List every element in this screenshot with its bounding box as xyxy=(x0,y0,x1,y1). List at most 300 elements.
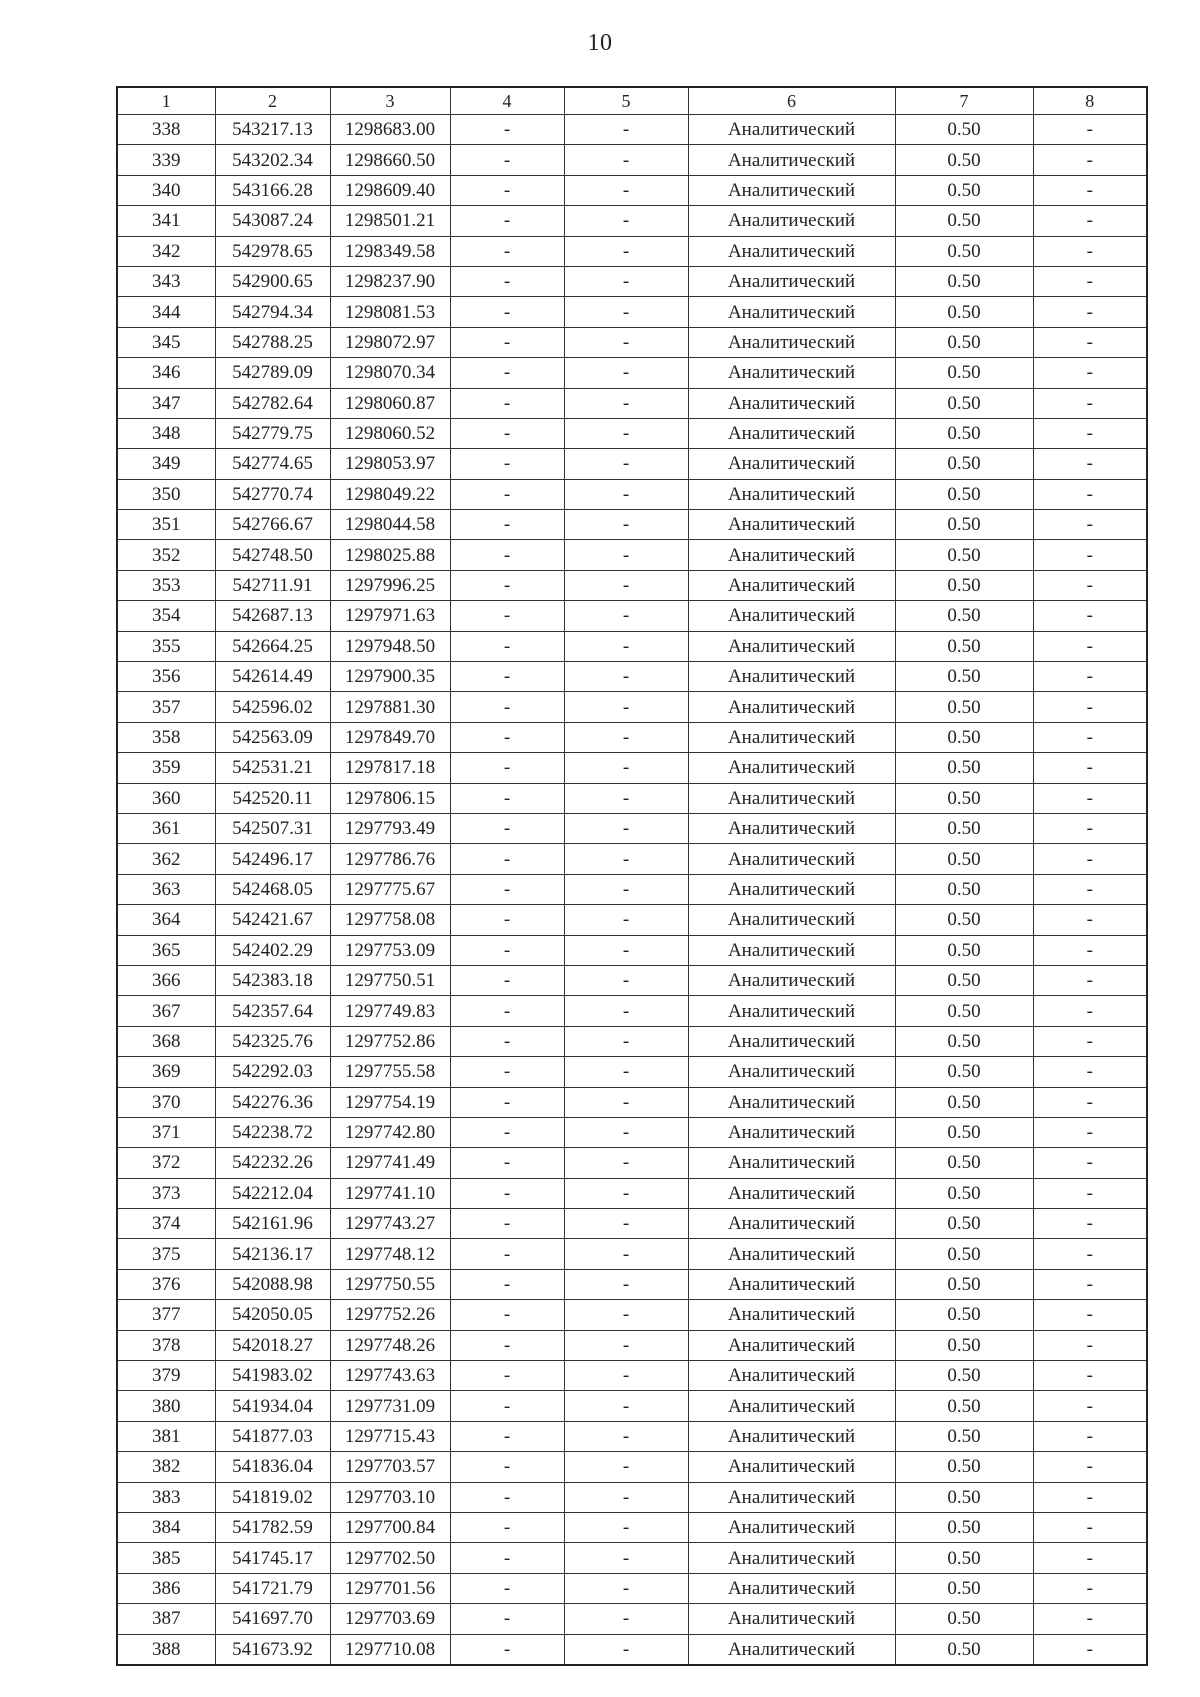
col5-cell: - xyxy=(564,1148,688,1178)
method-cell: Аналитический xyxy=(688,145,895,175)
column-header-5: 5 xyxy=(564,87,688,115)
method-cell: Аналитический xyxy=(688,570,895,600)
method-cell: Аналитический xyxy=(688,601,895,631)
y-coordinate-cell: 1298060.52 xyxy=(330,418,450,448)
col5-cell: - xyxy=(564,1057,688,1087)
method-cell: Аналитический xyxy=(688,115,895,145)
col4-cell: - xyxy=(450,297,564,327)
col5-cell: - xyxy=(564,1573,688,1603)
accuracy-cell: 0.50 xyxy=(895,358,1033,388)
table-row xyxy=(117,631,1147,661)
y-coordinate-cell: 1297701.56 xyxy=(330,1573,450,1603)
table-row xyxy=(117,753,1147,783)
col8-cell: - xyxy=(1033,662,1147,692)
col8-cell: - xyxy=(1033,722,1147,752)
col4-cell: - xyxy=(450,327,564,357)
col4-cell: - xyxy=(450,388,564,418)
col5-cell: - xyxy=(564,1421,688,1451)
col5-cell: - xyxy=(564,1209,688,1239)
x-coordinate-cell: 542421.67 xyxy=(215,905,330,935)
table-row xyxy=(117,145,1147,175)
method-cell: Аналитический xyxy=(688,510,895,540)
column-header-2: 2 xyxy=(215,87,330,115)
col5-cell: - xyxy=(564,601,688,631)
col4-cell: - xyxy=(450,418,564,448)
accuracy-cell: 0.50 xyxy=(895,236,1033,266)
x-coordinate-cell: 542531.21 xyxy=(215,753,330,783)
table-row xyxy=(117,1421,1147,1451)
table-row xyxy=(117,236,1147,266)
method-cell: Аналитический xyxy=(688,753,895,783)
x-coordinate-cell: 542774.65 xyxy=(215,449,330,479)
col8-cell: - xyxy=(1033,601,1147,631)
col8-cell: - xyxy=(1033,844,1147,874)
table-row xyxy=(117,1512,1147,1542)
col5-cell: - xyxy=(564,1512,688,1542)
x-coordinate-cell: 542212.04 xyxy=(215,1178,330,1208)
col5-cell: - xyxy=(564,692,688,722)
table-row xyxy=(117,1209,1147,1239)
table-row xyxy=(117,510,1147,540)
col8-cell: - xyxy=(1033,631,1147,661)
accuracy-cell: 0.50 xyxy=(895,783,1033,813)
table-row xyxy=(117,783,1147,813)
method-cell: Аналитический xyxy=(688,540,895,570)
col5-cell: - xyxy=(564,965,688,995)
point-number-cell: 355 xyxy=(117,631,215,661)
accuracy-cell: 0.50 xyxy=(895,1452,1033,1482)
accuracy-cell: 0.50 xyxy=(895,145,1033,175)
y-coordinate-cell: 1297703.57 xyxy=(330,1452,450,1482)
x-coordinate-cell: 542496.17 xyxy=(215,844,330,874)
col5-cell: - xyxy=(564,1330,688,1360)
col4-cell: - xyxy=(450,145,564,175)
method-cell: Аналитический xyxy=(688,1057,895,1087)
accuracy-cell: 0.50 xyxy=(895,662,1033,692)
table-row xyxy=(117,1239,1147,1269)
col5-cell: - xyxy=(564,236,688,266)
y-coordinate-cell: 1297750.51 xyxy=(330,965,450,995)
point-number-cell: 375 xyxy=(117,1239,215,1269)
point-number-cell: 373 xyxy=(117,1178,215,1208)
x-coordinate-cell: 542779.75 xyxy=(215,418,330,448)
y-coordinate-cell: 1297900.35 xyxy=(330,662,450,692)
point-number-cell: 341 xyxy=(117,206,215,236)
point-number-cell: 349 xyxy=(117,449,215,479)
table-row xyxy=(117,1117,1147,1147)
method-cell: Аналитический xyxy=(688,1300,895,1330)
col8-cell: - xyxy=(1033,1391,1147,1421)
col8-cell: - xyxy=(1033,1604,1147,1634)
point-number-cell: 354 xyxy=(117,601,215,631)
x-coordinate-cell: 542018.27 xyxy=(215,1330,330,1360)
col5-cell: - xyxy=(564,905,688,935)
accuracy-cell: 0.50 xyxy=(895,813,1033,843)
accuracy-cell: 0.50 xyxy=(895,1604,1033,1634)
point-number-cell: 346 xyxy=(117,358,215,388)
accuracy-cell: 0.50 xyxy=(895,1482,1033,1512)
column-header-3: 3 xyxy=(330,87,450,115)
x-coordinate-cell: 541745.17 xyxy=(215,1543,330,1573)
point-number-cell: 376 xyxy=(117,1269,215,1299)
accuracy-cell: 0.50 xyxy=(895,1269,1033,1299)
col4-cell: - xyxy=(450,1117,564,1147)
col4-cell: - xyxy=(450,1573,564,1603)
method-cell: Аналитический xyxy=(688,692,895,722)
accuracy-cell: 0.50 xyxy=(895,479,1033,509)
col4-cell: - xyxy=(450,175,564,205)
x-coordinate-cell: 541934.04 xyxy=(215,1391,330,1421)
col4-cell: - xyxy=(450,1269,564,1299)
y-coordinate-cell: 1298060.87 xyxy=(330,388,450,418)
point-number-cell: 377 xyxy=(117,1300,215,1330)
accuracy-cell: 0.50 xyxy=(895,1178,1033,1208)
table-row xyxy=(117,1178,1147,1208)
column-header-6: 6 xyxy=(688,87,895,115)
col5-cell: - xyxy=(564,540,688,570)
col8-cell: - xyxy=(1033,388,1147,418)
method-cell: Аналитический xyxy=(688,844,895,874)
y-coordinate-cell: 1297849.70 xyxy=(330,722,450,752)
col4-cell: - xyxy=(450,1634,564,1665)
y-coordinate-cell: 1297748.26 xyxy=(330,1330,450,1360)
col5-cell: - xyxy=(564,1087,688,1117)
table-row xyxy=(117,1543,1147,1573)
col8-cell: - xyxy=(1033,418,1147,448)
col4-cell: - xyxy=(450,1482,564,1512)
col4-cell: - xyxy=(450,965,564,995)
y-coordinate-cell: 1297702.50 xyxy=(330,1543,450,1573)
column-header-7: 7 xyxy=(895,87,1033,115)
point-number-cell: 352 xyxy=(117,540,215,570)
y-coordinate-cell: 1298053.97 xyxy=(330,449,450,479)
table-row xyxy=(117,935,1147,965)
method-cell: Аналитический xyxy=(688,1452,895,1482)
accuracy-cell: 0.50 xyxy=(895,327,1033,357)
y-coordinate-cell: 1297710.08 xyxy=(330,1634,450,1665)
x-coordinate-cell: 542520.11 xyxy=(215,783,330,813)
col8-cell: - xyxy=(1033,510,1147,540)
col5-cell: - xyxy=(564,1117,688,1147)
col4-cell: - xyxy=(450,1604,564,1634)
method-cell: Аналитический xyxy=(688,1239,895,1269)
x-coordinate-cell: 542136.17 xyxy=(215,1239,330,1269)
accuracy-cell: 0.50 xyxy=(895,1634,1033,1665)
col4-cell: - xyxy=(450,1452,564,1482)
col5-cell: - xyxy=(564,1239,688,1269)
table-row xyxy=(117,570,1147,600)
accuracy-cell: 0.50 xyxy=(895,175,1033,205)
accuracy-cell: 0.50 xyxy=(895,996,1033,1026)
col4-cell: - xyxy=(450,1543,564,1573)
y-coordinate-cell: 1297750.55 xyxy=(330,1269,450,1299)
accuracy-cell: 0.50 xyxy=(895,1209,1033,1239)
point-number-cell: 357 xyxy=(117,692,215,722)
point-number-cell: 342 xyxy=(117,236,215,266)
point-number-cell: 388 xyxy=(117,1634,215,1665)
col8-cell: - xyxy=(1033,996,1147,1026)
col4-cell: - xyxy=(450,905,564,935)
col5-cell: - xyxy=(564,206,688,236)
x-coordinate-cell: 542614.49 xyxy=(215,662,330,692)
x-coordinate-cell: 543202.34 xyxy=(215,145,330,175)
y-coordinate-cell: 1297743.27 xyxy=(330,1209,450,1239)
col4-cell: - xyxy=(450,662,564,692)
col5-cell: - xyxy=(564,115,688,145)
x-coordinate-cell: 542232.26 xyxy=(215,1148,330,1178)
x-coordinate-cell: 541877.03 xyxy=(215,1421,330,1451)
method-cell: Аналитический xyxy=(688,783,895,813)
point-number-cell: 371 xyxy=(117,1117,215,1147)
col5-cell: - xyxy=(564,1482,688,1512)
col8-cell: - xyxy=(1033,753,1147,783)
col4-cell: - xyxy=(450,510,564,540)
method-cell: Аналитический xyxy=(688,1543,895,1573)
x-coordinate-cell: 541819.02 xyxy=(215,1482,330,1512)
col5-cell: - xyxy=(564,1543,688,1573)
col4-cell: - xyxy=(450,1209,564,1239)
col4-cell: - xyxy=(450,1057,564,1087)
col4-cell: - xyxy=(450,1512,564,1542)
x-coordinate-cell: 542789.09 xyxy=(215,358,330,388)
accuracy-cell: 0.50 xyxy=(895,510,1033,540)
accuracy-cell: 0.50 xyxy=(895,1057,1033,1087)
col8-cell: - xyxy=(1033,965,1147,995)
col8-cell: - xyxy=(1033,145,1147,175)
point-number-cell: 386 xyxy=(117,1573,215,1603)
point-number-cell: 378 xyxy=(117,1330,215,1360)
col5-cell: - xyxy=(564,388,688,418)
point-number-cell: 347 xyxy=(117,388,215,418)
point-number-cell: 353 xyxy=(117,570,215,600)
point-number-cell: 383 xyxy=(117,1482,215,1512)
point-number-cell: 387 xyxy=(117,1604,215,1634)
accuracy-cell: 0.50 xyxy=(895,965,1033,995)
x-coordinate-cell: 542563.09 xyxy=(215,722,330,752)
table-row xyxy=(117,479,1147,509)
x-coordinate-cell: 542770.74 xyxy=(215,479,330,509)
y-coordinate-cell: 1298237.90 xyxy=(330,266,450,296)
y-coordinate-cell: 1297731.09 xyxy=(330,1391,450,1421)
col8-cell: - xyxy=(1033,1330,1147,1360)
y-coordinate-cell: 1297703.10 xyxy=(330,1482,450,1512)
method-cell: Аналитический xyxy=(688,449,895,479)
method-cell: Аналитический xyxy=(688,1573,895,1603)
col4-cell: - xyxy=(450,601,564,631)
point-number-cell: 345 xyxy=(117,327,215,357)
accuracy-cell: 0.50 xyxy=(895,1300,1033,1330)
column-header-8: 8 xyxy=(1033,87,1147,115)
col8-cell: - xyxy=(1033,1543,1147,1573)
col4-cell: - xyxy=(450,722,564,752)
point-number-cell: 358 xyxy=(117,722,215,752)
method-cell: Аналитический xyxy=(688,1421,895,1451)
method-cell: Аналитический xyxy=(688,965,895,995)
col8-cell: - xyxy=(1033,266,1147,296)
table-row xyxy=(117,358,1147,388)
col4-cell: - xyxy=(450,1300,564,1330)
col5-cell: - xyxy=(564,753,688,783)
x-coordinate-cell: 542383.18 xyxy=(215,965,330,995)
col5-cell: - xyxy=(564,1604,688,1634)
table-row xyxy=(117,1300,1147,1330)
accuracy-cell: 0.50 xyxy=(895,1330,1033,1360)
col4-cell: - xyxy=(450,1239,564,1269)
col8-cell: - xyxy=(1033,1026,1147,1056)
col5-cell: - xyxy=(564,145,688,175)
col4-cell: - xyxy=(450,479,564,509)
col4-cell: - xyxy=(450,1087,564,1117)
col5-cell: - xyxy=(564,479,688,509)
col4-cell: - xyxy=(450,540,564,570)
col4-cell: - xyxy=(450,844,564,874)
y-coordinate-cell: 1297817.18 xyxy=(330,753,450,783)
table-row xyxy=(117,1026,1147,1056)
col4-cell: - xyxy=(450,358,564,388)
point-number-cell: 361 xyxy=(117,813,215,843)
y-coordinate-cell: 1298501.21 xyxy=(330,206,450,236)
table-row xyxy=(117,874,1147,904)
point-number-cell: 351 xyxy=(117,510,215,540)
y-coordinate-cell: 1297948.50 xyxy=(330,631,450,661)
method-cell: Аналитический xyxy=(688,1148,895,1178)
col5-cell: - xyxy=(564,1452,688,1482)
point-number-cell: 372 xyxy=(117,1148,215,1178)
method-cell: Аналитический xyxy=(688,236,895,266)
col8-cell: - xyxy=(1033,1482,1147,1512)
method-cell: Аналитический xyxy=(688,327,895,357)
col5-cell: - xyxy=(564,874,688,904)
col4-cell: - xyxy=(450,783,564,813)
x-coordinate-cell: 542596.02 xyxy=(215,692,330,722)
col5-cell: - xyxy=(564,449,688,479)
accuracy-cell: 0.50 xyxy=(895,1239,1033,1269)
col4-cell: - xyxy=(450,266,564,296)
y-coordinate-cell: 1297786.76 xyxy=(330,844,450,874)
point-number-cell: 364 xyxy=(117,905,215,935)
col4-cell: - xyxy=(450,1391,564,1421)
point-number-cell: 350 xyxy=(117,479,215,509)
method-cell: Аналитический xyxy=(688,1482,895,1512)
accuracy-cell: 0.50 xyxy=(895,115,1033,145)
col8-cell: - xyxy=(1033,1452,1147,1482)
col4-cell: - xyxy=(450,996,564,1026)
y-coordinate-cell: 1297881.30 xyxy=(330,692,450,722)
col5-cell: - xyxy=(564,570,688,600)
method-cell: Аналитический xyxy=(688,1026,895,1056)
col5-cell: - xyxy=(564,1269,688,1299)
table-row xyxy=(117,1087,1147,1117)
method-cell: Аналитический xyxy=(688,813,895,843)
x-coordinate-cell: 542664.25 xyxy=(215,631,330,661)
accuracy-cell: 0.50 xyxy=(895,1543,1033,1573)
method-cell: Аналитический xyxy=(688,1209,895,1239)
accuracy-cell: 0.50 xyxy=(895,297,1033,327)
point-number-cell: 348 xyxy=(117,418,215,448)
col8-cell: - xyxy=(1033,1178,1147,1208)
accuracy-cell: 0.50 xyxy=(895,905,1033,935)
col4-cell: - xyxy=(450,206,564,236)
y-coordinate-cell: 1297755.58 xyxy=(330,1057,450,1087)
table-row xyxy=(117,1057,1147,1087)
accuracy-cell: 0.50 xyxy=(895,753,1033,783)
y-coordinate-cell: 1297741.10 xyxy=(330,1178,450,1208)
y-coordinate-cell: 1297758.08 xyxy=(330,905,450,935)
table-header xyxy=(117,87,1147,115)
y-coordinate-cell: 1298660.50 xyxy=(330,145,450,175)
x-coordinate-cell: 541673.92 xyxy=(215,1634,330,1665)
col5-cell: - xyxy=(564,418,688,448)
table-row xyxy=(117,1573,1147,1603)
col8-cell: - xyxy=(1033,1269,1147,1299)
x-coordinate-cell: 542276.36 xyxy=(215,1087,330,1117)
x-coordinate-cell: 541983.02 xyxy=(215,1361,330,1391)
method-cell: Аналитический xyxy=(688,358,895,388)
col4-cell: - xyxy=(450,115,564,145)
col5-cell: - xyxy=(564,1634,688,1665)
method-cell: Аналитический xyxy=(688,1330,895,1360)
accuracy-cell: 0.50 xyxy=(895,1421,1033,1451)
y-coordinate-cell: 1297749.83 xyxy=(330,996,450,1026)
accuracy-cell: 0.50 xyxy=(895,266,1033,296)
x-coordinate-cell: 542711.91 xyxy=(215,570,330,600)
y-coordinate-cell: 1297742.80 xyxy=(330,1117,450,1147)
table-row xyxy=(117,1391,1147,1421)
x-coordinate-cell: 542782.64 xyxy=(215,388,330,418)
x-coordinate-cell: 542088.98 xyxy=(215,1269,330,1299)
method-cell: Аналитический xyxy=(688,722,895,752)
method-cell: Аналитический xyxy=(688,388,895,418)
method-cell: Аналитический xyxy=(688,266,895,296)
col8-cell: - xyxy=(1033,1148,1147,1178)
header-row xyxy=(117,87,1147,115)
y-coordinate-cell: 1298044.58 xyxy=(330,510,450,540)
method-cell: Аналитический xyxy=(688,996,895,1026)
table-body xyxy=(117,115,1147,1665)
col5-cell: - xyxy=(564,510,688,540)
col8-cell: - xyxy=(1033,1361,1147,1391)
x-coordinate-cell: 542900.65 xyxy=(215,266,330,296)
col4-cell: - xyxy=(450,692,564,722)
table-row xyxy=(117,388,1147,418)
col4-cell: - xyxy=(450,935,564,965)
y-coordinate-cell: 1297996.25 xyxy=(330,570,450,600)
table-row xyxy=(117,115,1147,145)
table-row xyxy=(117,722,1147,752)
col4-cell: - xyxy=(450,874,564,904)
col4-cell: - xyxy=(450,1330,564,1360)
col8-cell: - xyxy=(1033,540,1147,570)
table-row xyxy=(117,449,1147,479)
x-coordinate-cell: 541697.70 xyxy=(215,1604,330,1634)
point-number-cell: 365 xyxy=(117,935,215,965)
point-number-cell: 382 xyxy=(117,1452,215,1482)
col4-cell: - xyxy=(450,631,564,661)
col5-cell: - xyxy=(564,1391,688,1421)
col8-cell: - xyxy=(1033,783,1147,813)
x-coordinate-cell: 543166.28 xyxy=(215,175,330,205)
table-row xyxy=(117,965,1147,995)
col4-cell: - xyxy=(450,1026,564,1056)
col4-cell: - xyxy=(450,236,564,266)
method-cell: Аналитический xyxy=(688,662,895,692)
y-coordinate-cell: 1297752.86 xyxy=(330,1026,450,1056)
x-coordinate-cell: 542788.25 xyxy=(215,327,330,357)
table-row xyxy=(117,844,1147,874)
table-row xyxy=(117,1330,1147,1360)
x-coordinate-cell: 542766.67 xyxy=(215,510,330,540)
col4-cell: - xyxy=(450,753,564,783)
